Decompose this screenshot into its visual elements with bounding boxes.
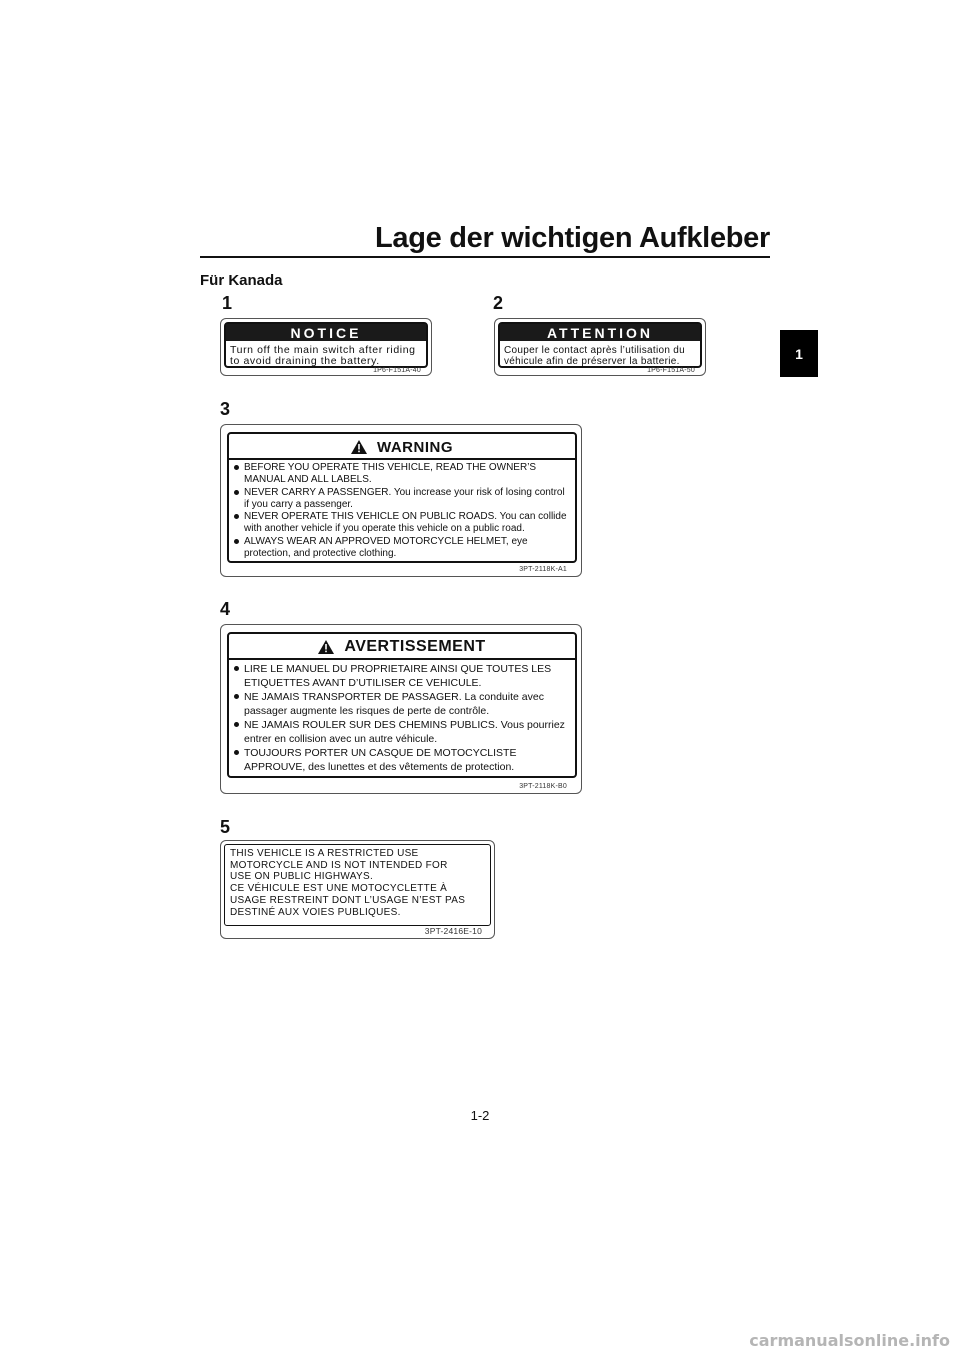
list-item: NEVER CARRY A PASSENGER. You increase your risk of losing control if you carry a passenger. (233, 487, 571, 512)
avertissement-sticker (220, 624, 582, 794)
attention-sticker-frame (498, 322, 702, 368)
avertissement-list (233, 662, 571, 774)
warning-part-code: 3PT-2118K-A1 (519, 566, 567, 573)
restricted-line: USAGE RESTREINT DONT L’USAGE N’EST PAS (230, 894, 466, 906)
restricted-use-part-code: 3PT-2416E-10 (424, 926, 482, 936)
avertissement-header-rule (229, 658, 575, 660)
restricted-use-frame (224, 844, 491, 926)
label-number-5: 5 (220, 817, 231, 837)
restricted-line: USE ON PUBLIC HIGHWAYS. (230, 871, 374, 883)
notice-sticker-frame (224, 322, 428, 368)
list-item: NE JAMAIS ROULER SUR DES CHEMINS PUBLICS. Vous pourriez entrer en collision avec un autre véhicule. (233, 718, 571, 746)
list-item: BEFORE YOU OPERATE THIS VEHICLE, READ THE OWNER’S MANUAL AND ALL LABELS. (233, 462, 571, 487)
chapter-tab: 1 (780, 330, 818, 377)
warning-sticker (220, 424, 582, 577)
title-divider (200, 256, 770, 258)
label-number-4: 4 (220, 599, 231, 619)
attention-part-code: 1P6-F151A-50 (647, 367, 695, 374)
list-item: ALWAYS WEAR AN APPROVED MOTORCYCLE HELMET, eye protection, and protective clothing. (233, 536, 571, 561)
restricted-use-sticker (220, 840, 495, 939)
page-title: Lage der wichtigen Aufkleber (375, 222, 770, 254)
warning-header-rule (229, 458, 575, 460)
restricted-line: CE VÉHICULE EST UNE MOTOCYCLETTE À (230, 883, 448, 895)
list-item: NE JAMAIS TRANSPORTER DE PASSAGER. La conduite avec passager augmente les risques de perte de contrôle. (233, 690, 571, 718)
warning-list (233, 462, 571, 560)
avertissement-header-text: AVERTISSEMENT (344, 638, 486, 655)
warning-sticker-frame (227, 432, 577, 563)
notice-text: Turn off the main switch after riding to avoid draining the battery. (230, 344, 416, 367)
warning-header (229, 437, 575, 457)
warning-triangle-icon (351, 440, 367, 454)
notice-sticker (220, 318, 432, 376)
list-item: LIRE LE MANUEL DU PROPRIETAIRE AINSI QUE TOUTES LES ETIQUETTES AVANT D’UTILISER CE VEHICULE. (233, 662, 571, 690)
label-number-2: 2 (493, 293, 504, 313)
section-heading: Für Kanada (200, 272, 283, 289)
label-number-3: 3 (220, 399, 231, 419)
restricted-use-text (230, 848, 485, 918)
attention-text: Couper le contact après l’utilisation du véhicule afin de préserver la batterie. (504, 345, 685, 367)
list-item: NEVER OPERATE THIS VEHICLE ON PUBLIC ROADS. You can collide with another vehicle if you operate this vehicle on a public road. (233, 511, 571, 536)
restricted-line: MOTORCYCLE AND IS NOT INTENDED FOR (230, 859, 448, 871)
avertissement-sticker-frame (227, 632, 577, 778)
restricted-line: DESTINÉ AUX VOIES PUBLIQUES. (230, 906, 401, 918)
attention-header: ATTENTION (500, 324, 700, 341)
notice-part-code: 1P6-F151A-40 (373, 367, 421, 374)
avertissement-header (229, 637, 575, 657)
warning-triangle-icon (318, 640, 334, 654)
warning-header-text: WARNING (377, 438, 453, 456)
avertissement-part-code: 3PT-2118K-B0 (519, 783, 567, 790)
notice-header: NOTICE (226, 324, 426, 341)
watermark: carmanualsonline.info (749, 1331, 950, 1350)
restricted-line: THIS VEHICLE IS A RESTRICTED USE (230, 848, 419, 859)
page-number: 1-2 (470, 1108, 490, 1123)
attention-sticker (494, 318, 706, 376)
label-number-1: 1 (222, 293, 233, 313)
list-item: TOUJOURS PORTER UN CASQUE DE MOTOCYCLISTE APPROUVE, des lunettes et des vêtements de protection. (233, 746, 571, 774)
